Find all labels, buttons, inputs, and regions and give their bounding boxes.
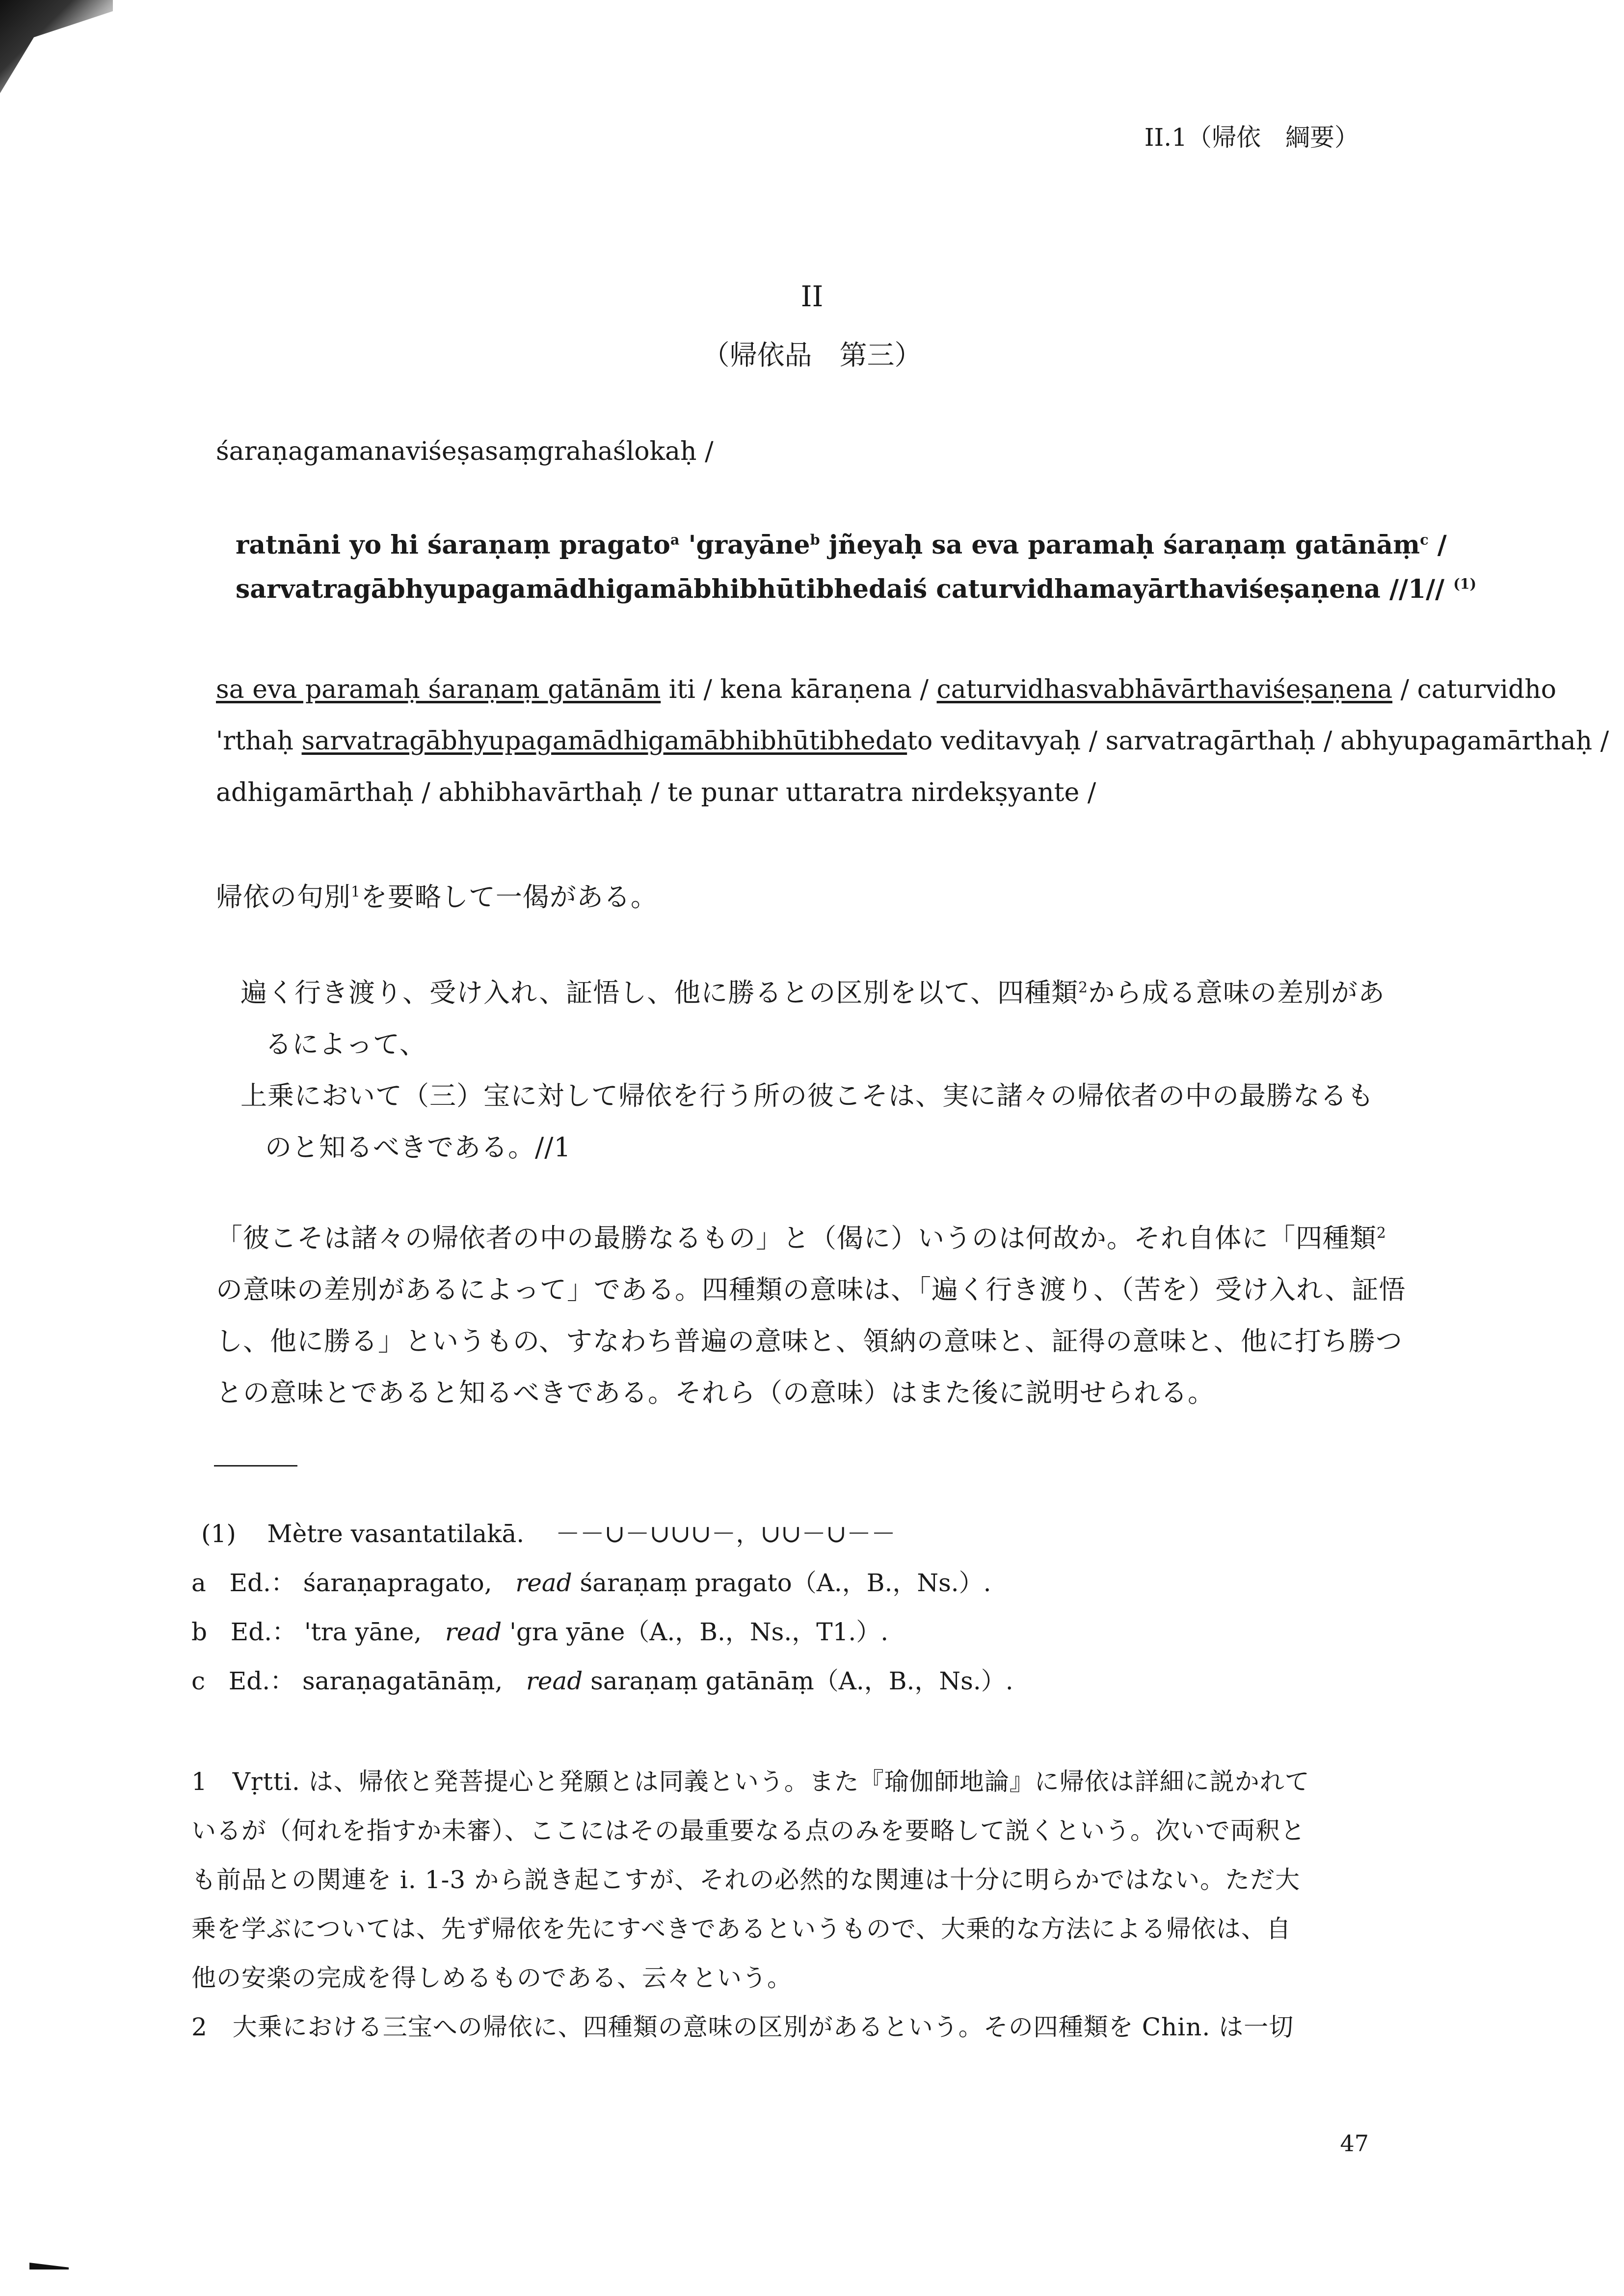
japanese-verse-line-2: るによって、: [265, 1029, 426, 1060]
jp-text: 遍く行き渡り、受け入れ、証悟し、他に勝るとの区別を以て、四種類: [240, 977, 1079, 1008]
jp-text: を要略して一偈がある。: [360, 881, 658, 912]
comm-text: iti / kena kāraṇena /: [661, 675, 937, 704]
footnote-text: 'gra yāne（A.，B.，Ns.，T1.）.: [502, 1618, 889, 1646]
note-1-line-1: 1 Vṛtti. は、帰依と発菩提心と発願とは同義という。また『瑜伽師地論』に帰依は詳細に説かれて: [191, 1767, 1310, 1796]
read-marker: read: [515, 1569, 572, 1597]
jp-text: 「彼こそは諸々の帰依者の中の最勝なるもの」と（偈に）いうのは何故か。それ自体に「四種類: [216, 1223, 1377, 1254]
chapter-number: II: [800, 280, 824, 313]
verse-text: jñeyaḥ sa eva paramaḥ śaraṇaṃ gatānāṃ: [820, 530, 1420, 560]
japanese-commentary-line-1: [216, 1217, 1386, 1255]
footnote-rule: [214, 1465, 297, 1467]
japanese-intro: [216, 876, 658, 914]
footnote-label: (1): [201, 1520, 236, 1548]
sanskrit-verse-line-1: [236, 530, 1447, 560]
note-ref-2: 2: [1377, 1225, 1386, 1242]
underlined-quote: caturvidhasvabhāvārthaviśeṣaṇena: [936, 675, 1393, 704]
footnote-text: Mètre vasantatilakā.: [267, 1520, 525, 1548]
comm-text: / caturvidho: [1392, 675, 1557, 704]
verse-text: ratnāni yo hi śaraṇaṃ pragato: [236, 530, 670, 560]
footnote-marker-1: (1): [1453, 575, 1477, 592]
japanese-verse-line-3: 上乗において（三）宝に対して帰依を行う所の彼こそは、実に諸々の帰依者の中の最勝なるも: [240, 1080, 1374, 1111]
footnote-label: a: [191, 1569, 206, 1597]
footnote-label: c: [191, 1667, 206, 1695]
read-marker: read: [445, 1618, 502, 1646]
chapter-title: （帰依品 第三）: [702, 340, 922, 372]
underlined-quote: sarvatragābhyupagamādhigamābhibhūtibheda: [301, 726, 907, 756]
variant-marker-b: b: [810, 531, 820, 548]
sanskrit-commentary-line-3: adhigamārthaḥ / abhibhavārthaḥ / te punar uttaratra nirdekṣyante /: [216, 778, 1096, 807]
note-2-line-1: 2 大乗における三宝への帰依に、四種類の意味の区別があるという。その四種類を Chin. は一切: [191, 2013, 1294, 2041]
verse-text: 'grayāne: [679, 530, 810, 560]
footnote-text: saraṇaṃ gatānāṃ（A.，B.，Ns.）.: [583, 1667, 1013, 1695]
note-ref-1: 1: [351, 883, 361, 901]
note-1-line-3: も前品との関連を i. 1-3 から説き起こすが、それの必然的な関連は十分に明らかではない。ただ大: [191, 1866, 1301, 1894]
jp-text: から成る意味の差別があ: [1088, 977, 1385, 1008]
footnote-label: b: [191, 1618, 208, 1646]
sanskrit-intro: śaraṇagamanaviśeṣasaṃgrahaślokaḥ /: [216, 437, 714, 466]
japanese-verse-line-4: のと知るべきである。//1: [265, 1132, 571, 1163]
running-head: II.1（帰依 綱要）: [1144, 123, 1359, 152]
verse-text: sarvatragābhyupagamādhigamābhibhūtibhedaiś caturvidhamayārthaviśeṣaṇena //1//: [236, 574, 1445, 604]
note-1-line-4: 乗を学ぶについては、先ず帰依を先にすべきであるというもので、大乗的な方法による帰依は、自: [191, 1915, 1291, 1943]
sanskrit-commentary-line-2: [216, 726, 1609, 756]
footnote-text: Ed.： saraṇagatānāṃ,: [228, 1667, 503, 1695]
scan-bottom-mark: [29, 2263, 69, 2269]
underlined-quote: sa eva paramaḥ śaraṇaṃ gatānām: [216, 675, 661, 704]
read-marker: read: [526, 1667, 583, 1695]
footnote-meter: [201, 1514, 896, 1549]
scan-corner-mark: [0, 0, 113, 93]
footnote-text: Ed.： śaraṇapragato,: [229, 1569, 492, 1597]
note-ref-2: 2: [1078, 979, 1089, 996]
note-1-line-5: 他の安楽の完成を得しめるものである、云々という。: [191, 1964, 792, 1992]
sanskrit-commentary-line-1: [216, 675, 1556, 704]
verse-text: /: [1428, 530, 1447, 560]
sanskrit-verse-line-2: [236, 574, 1476, 604]
comm-text: to veditavyaḥ / sarvatragārthaḥ / abhyupagamārthaḥ /: [907, 726, 1609, 756]
japanese-commentary-line-3: し、他に勝る」というもの、すなわち普遍の意味と、領納の意味と、証得の意味と、他に打ち勝つ: [216, 1326, 1403, 1357]
footnote-a: [191, 1563, 991, 1599]
page-number: 47: [1340, 2130, 1369, 2157]
meter-scheme: －－∪－∪∪∪－，∪∪－∪－－: [555, 1520, 896, 1548]
japanese-commentary-line-2: の意味の差別があるによって」である。四種類の意味は、「遍く行き渡り、（苦を）受け入れ、証悟: [216, 1274, 1406, 1305]
variant-marker-a: a: [670, 531, 680, 548]
jp-text: 帰依の句別: [216, 881, 351, 912]
footnote-c: [191, 1661, 1013, 1697]
comm-text: 'rthaḥ: [216, 726, 302, 756]
footnote-b: [191, 1612, 888, 1648]
footnote-text: śaraṇaṃ pragato（A.，B.，Ns.）.: [572, 1569, 991, 1597]
japanese-commentary-line-4: との意味とであると知るべきである。それら（の意味）はまた後に説明せられる。: [216, 1377, 1215, 1408]
note-1-line-2: いるが（何れを指すか未審）、ここにはその最重要なる点のみを要略して説くという。次いで両釈と: [191, 1816, 1305, 1845]
variant-marker-c: c: [1420, 531, 1429, 548]
footnote-text: Ed.： 'tra yāne,: [230, 1618, 422, 1646]
japanese-verse-line-1: [240, 972, 1385, 1010]
